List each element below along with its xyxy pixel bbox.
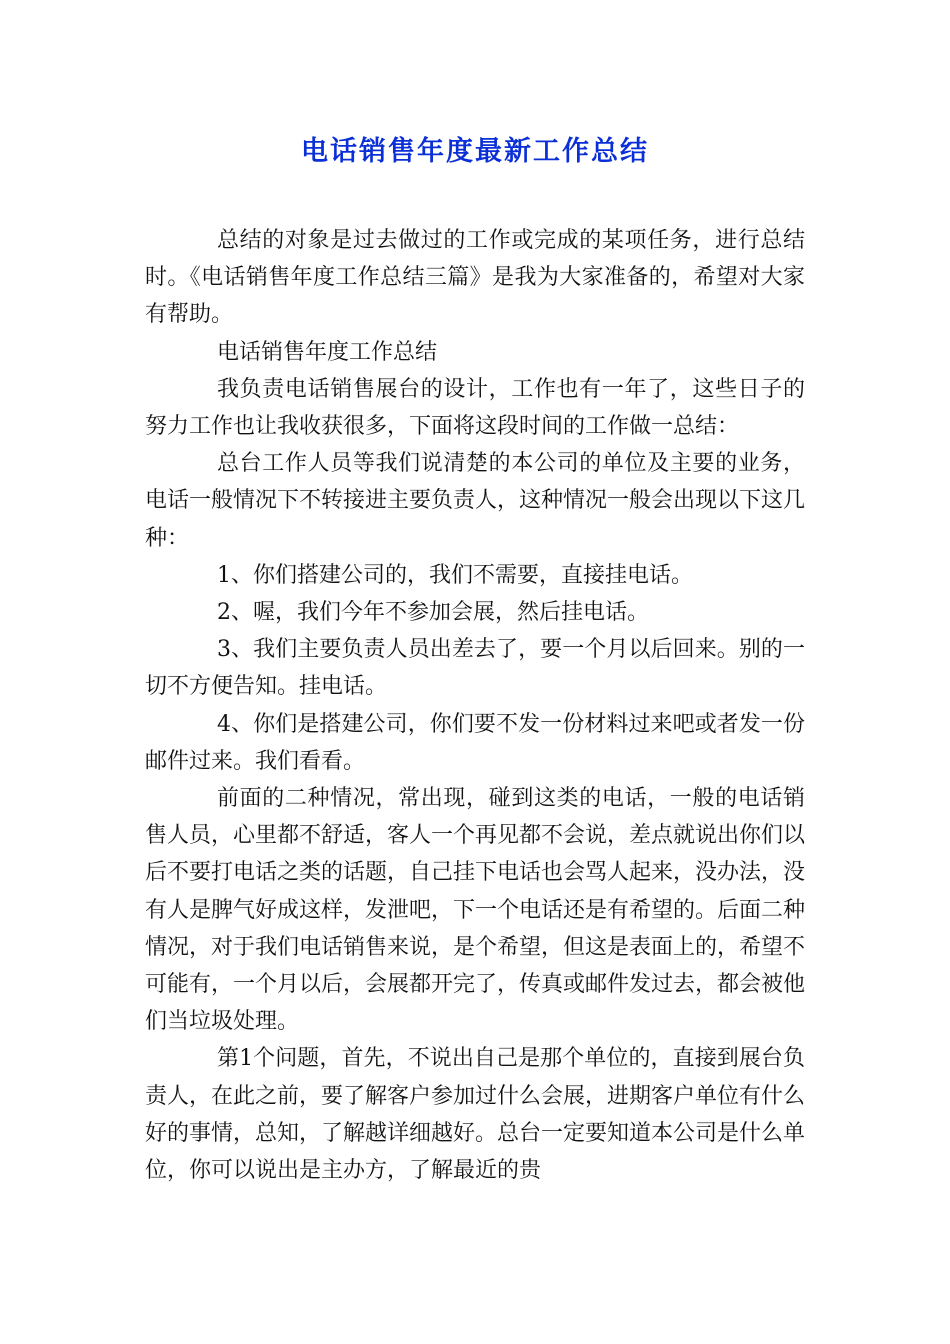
- list-item: 2、喔，我们今年不参加会展，然后挂电话。: [217, 600, 649, 626]
- paragraph-subtitle: 电话销售年度工作总结: [217, 339, 438, 365]
- paragraph: 第1个问题，首先，不说出自己是那个单位的，直接到展台负责人，在此之前，要了解客户参加过什么会展，进期客户单位有什么好的事情，总知，了解越详细越好。总台一定要知道本公司是什么单位，你可以说出是主办方，了解最近的贵: [145, 1046, 806, 1184]
- list-item: 4、你们是搭建公司，你们要不发一份材料过来吧或者发一份邮件过来。我们看看。: [145, 711, 805, 774]
- paragraph: 总台工作人员等我们说清楚的本公司的单位及主要的业务，电话一般情况下不转接进主要负责人，这种情况一般会出现以下这几种：: [145, 451, 806, 551]
- document-body: [145, 222, 805, 1189]
- paragraph: 我负责电话销售展台的设计，工作也有一年了，这些日子的努力工作也让我收获很多，下面将这段时间的工作做一总结：: [145, 376, 805, 440]
- list-item: 1、你们搭建公司的，我们不需要，直接挂电话。: [217, 562, 693, 588]
- list-item: 3、我们主要负责人员出差去了，要一个月以后回来。别的一切不方便告知。挂电话。: [145, 637, 805, 700]
- document-title: 电话销售年度最新工作总结: [301, 136, 649, 167]
- paragraph: 前面的二种情况，常出现，碰到这类的电话，一般的电话销售人员，心里都不舒适，客人一个再见都不会说，差点就说出你们以后不要打电话之类的话题，自己挂下电话也会骂人起来，没办法，没有人是脾气好成这样，发泄吧，下一个电话还是有希望的。后面二种情况，对于我们电话销售来说，是个希望，但这是表面上的，希望不可能有，一个月以后，会展都开完了，传真或邮件发过去，都会被他们当垃圾处理。: [145, 786, 806, 1035]
- paragraph-intro: 总结的对象是过去做过的工作或完成的某项任务，进行总结时。《电话销售年度工作总结三篇》是我为大家准备的，希望对大家有帮助。: [145, 228, 805, 328]
